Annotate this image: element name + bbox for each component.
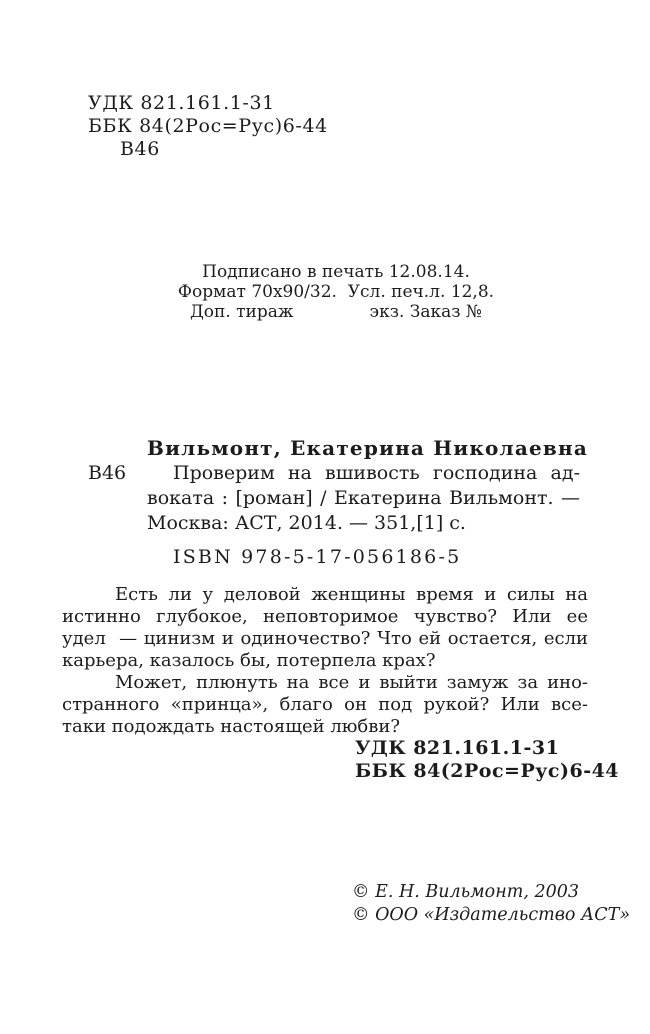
catalog-author-sign: В46 <box>88 462 127 484</box>
footer-codes-block <box>355 737 619 783</box>
print-line-tirazh <box>190 302 482 322</box>
udk-code: УДК 821.161.1-31 <box>88 92 275 114</box>
text-line: воката : [роман] / Екатерина Вильмонт. — <box>147 487 580 509</box>
print-line-format: Формат 70х90/32. Усл. печ.л. 12,8. <box>177 282 495 302</box>
text-line: странного «принца», благо он под рукой? Или все- <box>62 694 588 715</box>
annotation-paragraph-2 <box>62 672 588 738</box>
print-info-block <box>151 262 521 322</box>
text-line: таки подождать настоящей любви? <box>62 716 401 737</box>
author-sign: В46 <box>120 138 160 160</box>
catalog-author-heading: Вильмонт, Екатерина Николаевна <box>147 436 589 460</box>
isbn-line: ISBN 978-5-17-056186-5 <box>173 546 462 568</box>
print-zakaz-label: экз. Заказ № <box>369 302 483 322</box>
footer-udk-code: УДК 821.161.1-31 <box>355 737 560 759</box>
bbk-code: ББК 84(2Рос=Рус)6-44 <box>88 115 328 137</box>
catalog-entry <box>88 461 582 536</box>
text-line: Москва: АСТ, 2014. — 351,[1] с. <box>147 512 466 534</box>
text-line: © ООО «Издательство АСТ» <box>352 905 631 925</box>
copyright-block <box>352 881 630 927</box>
text-line: Может, плюнуть на все и выйти замуж за ино- <box>115 672 588 693</box>
text-line: © Е. Н. Вильмонт, 2003 <box>352 882 579 902</box>
top-codes-block <box>88 92 328 161</box>
catalog-card <box>88 436 589 570</box>
text-line: Есть ли у деловой женщины время и силы на <box>115 584 588 605</box>
print-line-signed: Подписано в печать 12.08.14. <box>202 262 470 282</box>
text-line: карьера, казалось бы, потерпела крах? <box>62 650 436 671</box>
annotation-block <box>62 584 588 738</box>
text-line: удел — цинизм и одиночество? Что ей остается, если <box>62 628 588 649</box>
annotation-paragraph-1 <box>62 584 588 672</box>
footer-bbk-code: ББК 84(2Рос=Рус)6-44 <box>355 760 620 782</box>
text-line: истинно глубокое, неповторимое чувство? Или ее <box>62 606 588 627</box>
catalog-description <box>147 461 580 536</box>
text-line: Проверим на вшивость господина ад- <box>173 462 580 484</box>
print-tirazh-label: Доп. тираж <box>189 302 294 322</box>
